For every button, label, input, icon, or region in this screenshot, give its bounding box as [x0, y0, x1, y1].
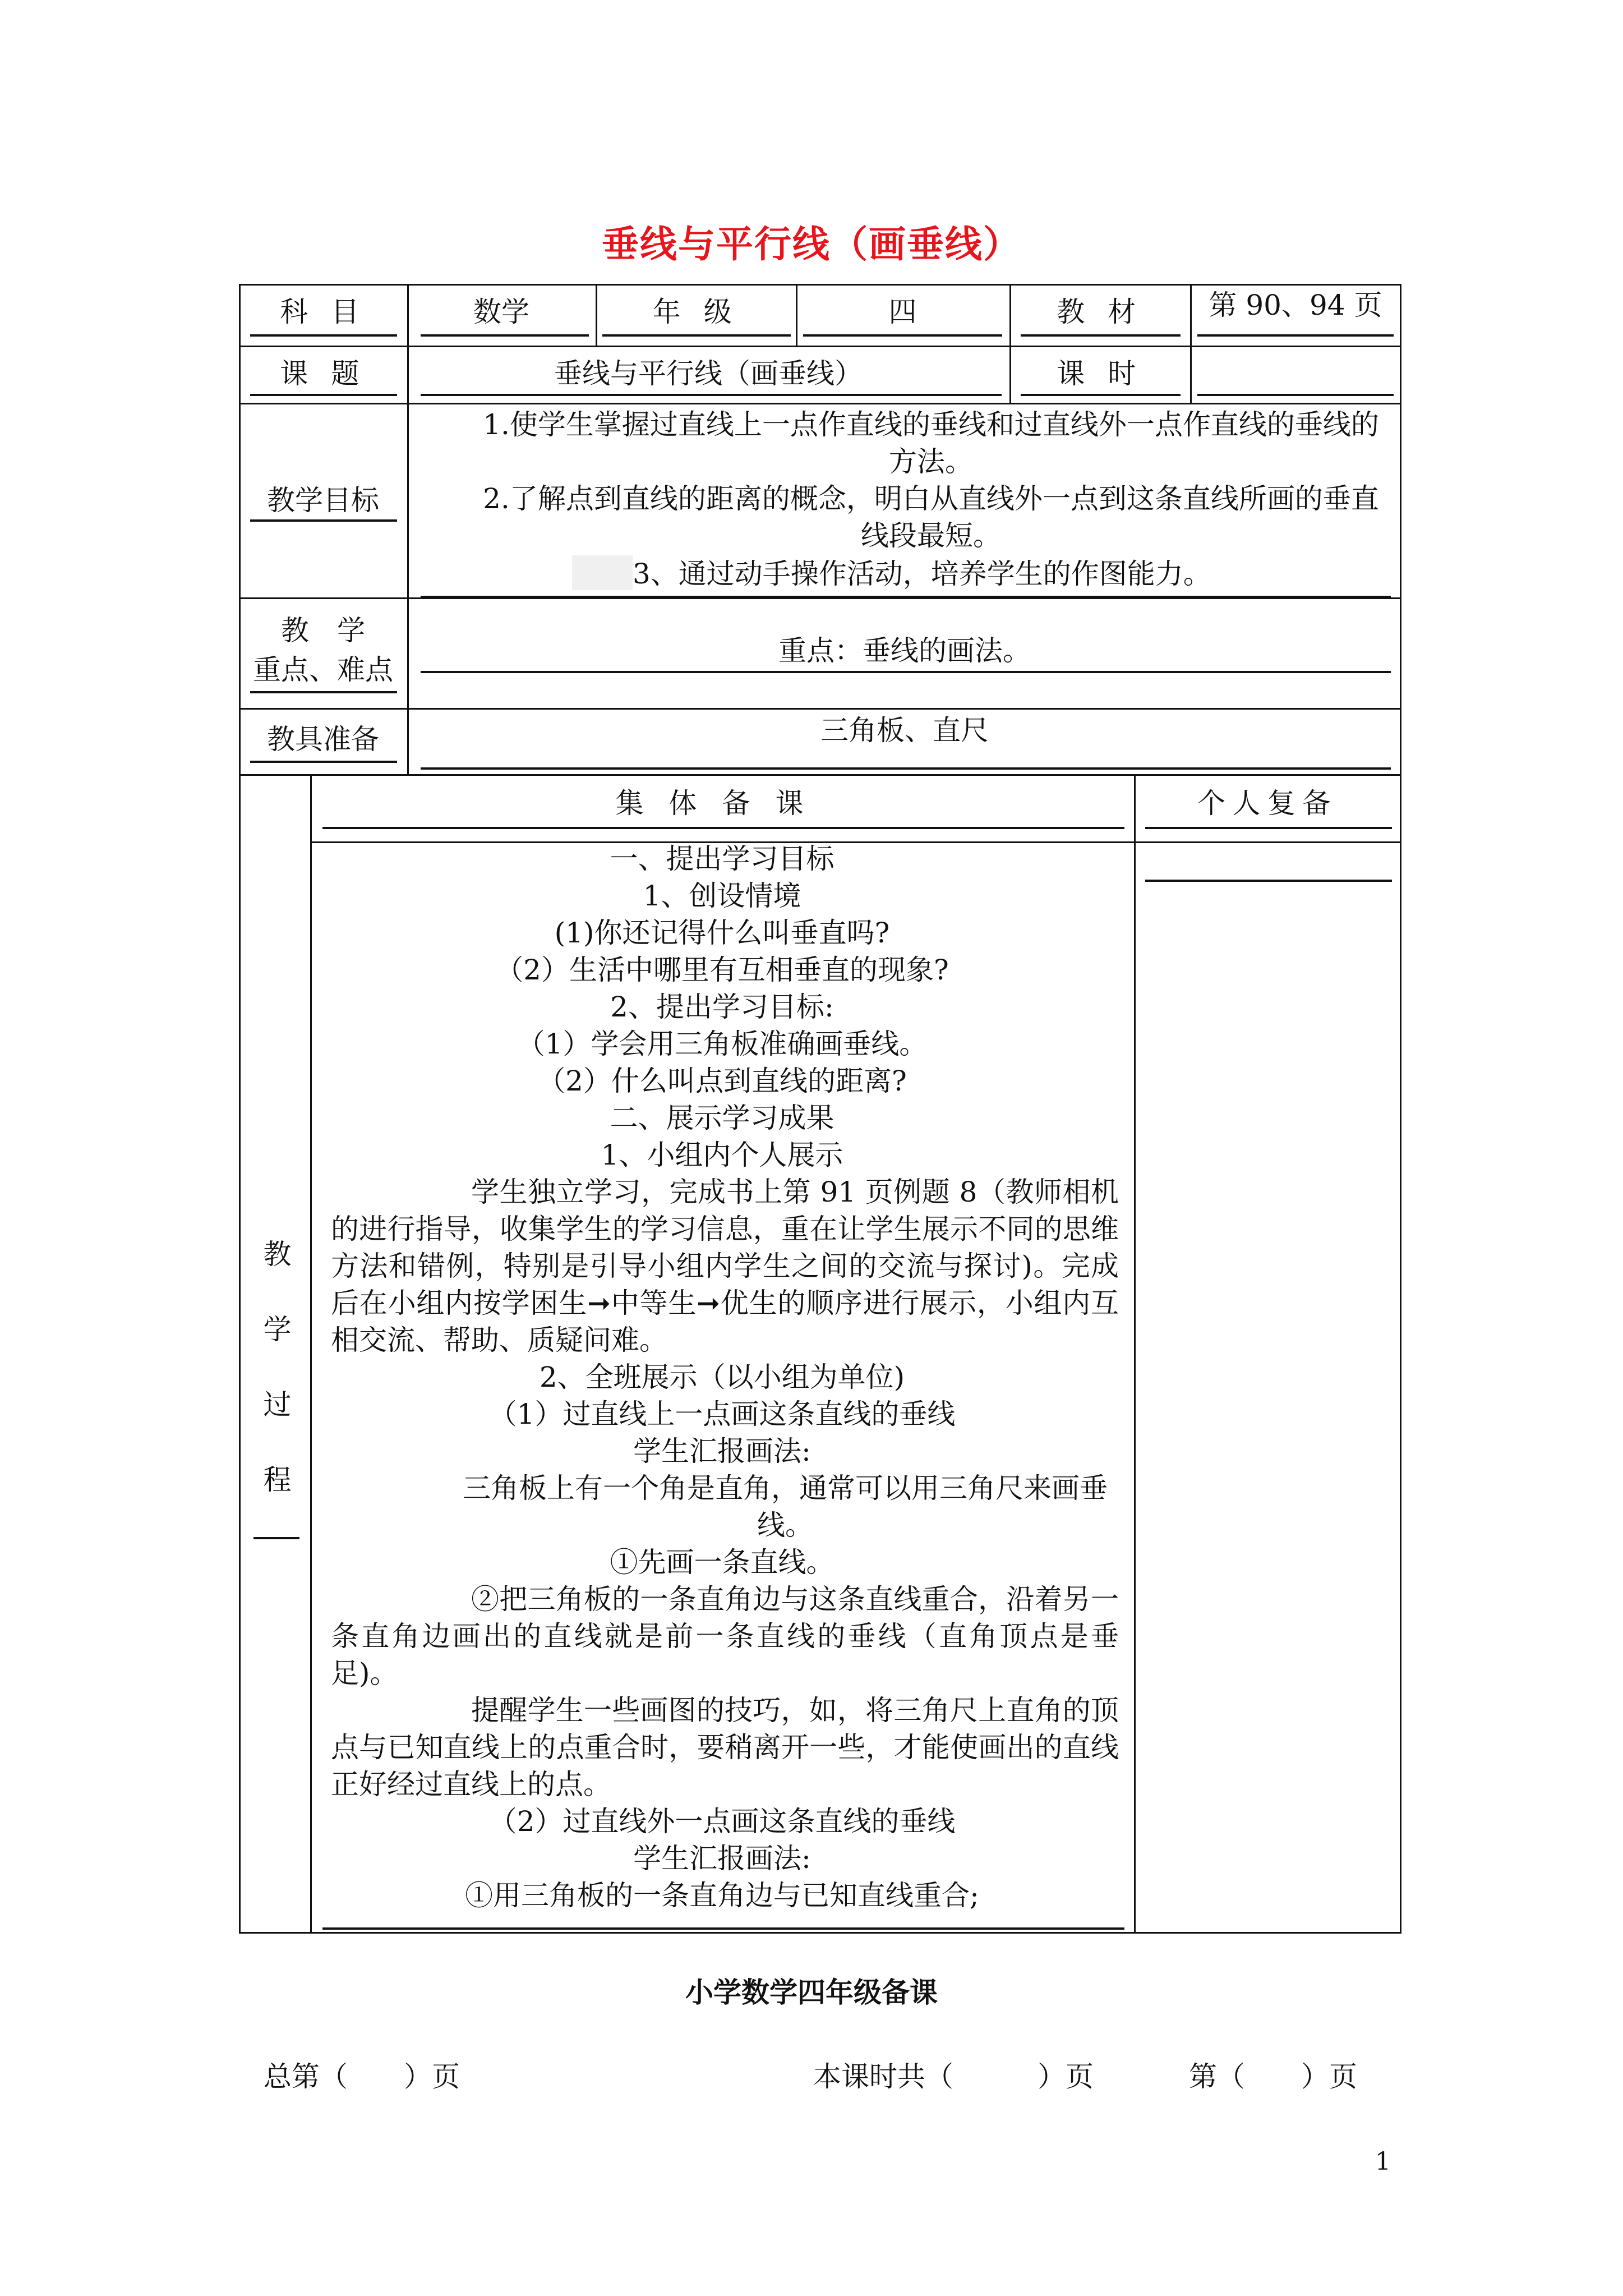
personal-header: 个人复备 [1197, 787, 1338, 820]
underline [1145, 827, 1392, 829]
underline [1021, 334, 1181, 337]
process-line: (1)你还记得什么叫垂直吗? [554, 917, 890, 949]
table-border-bottom [239, 1932, 1401, 1934]
table-border-top [239, 284, 1401, 286]
underline [602, 334, 791, 337]
grade-value: 四 [888, 296, 917, 328]
process-line: （1）学会用三角板准确画垂线。 [517, 1028, 928, 1060]
process-paragraph: 学生独立学习，完成书上第 91 页例题 8（教师相机的进行指导，收集学生的学习信息，重在让学生展示不同的思维方法和错例，特别是引导小组内学生之间的交流与探讨)。完成后在小组内按学困生➞中等生➞优生的顺序进行展示，小组内互相交流、帮助、质疑问难。 [331, 1176, 1119, 1356]
footer-total-page: 总第（ ）页 [264, 2060, 460, 2093]
underline [253, 1537, 299, 1539]
shading [572, 555, 633, 590]
collective-header: 集体备课 [615, 787, 829, 820]
col-divider [407, 284, 409, 774]
col-divider [310, 774, 312, 1933]
process-paragraph: ②把三角板的一条直角边与这条直线重合，沿着另一条直角边画出的直线就是前一条直线的垂线（直角顶点是垂足)。 [331, 1583, 1119, 1690]
footer-title: 小学数学四年级备课 [685, 1976, 938, 2009]
topic-label: 课 题 [280, 357, 366, 390]
process-label-char: 过 [263, 1388, 292, 1421]
process-line: （1）过直线上一点画这条直线的垂线 [488, 1398, 956, 1430]
underline [1145, 880, 1392, 882]
process-line: （2）生活中哪里有互相垂直的现象? [495, 954, 949, 986]
process-line: 学生汇报画法: [633, 1842, 811, 1875]
subject-value: 数学 [473, 296, 529, 328]
footer-page-of: 第（ ）页 [1189, 2060, 1357, 2093]
underline [322, 827, 1124, 829]
underline [1021, 394, 1181, 396]
grade-label: 年 级 [652, 296, 739, 328]
col-divider [1190, 284, 1192, 404]
materials-value: 三角板、直尺 [820, 714, 989, 747]
underline [250, 334, 397, 337]
col-divider [796, 284, 797, 347]
underline [322, 1927, 1124, 1930]
process-line: 2、提出学习目标: [610, 991, 834, 1023]
subject-label: 科 目 [280, 296, 366, 328]
underline [421, 334, 589, 337]
process-line: （2）什么叫点到直线的距离? [537, 1065, 907, 1097]
keypoints-label: 重点、难点 [253, 654, 393, 686]
underline [250, 761, 397, 763]
page-title: 垂线与平行线（画垂线） [602, 223, 1021, 266]
underline [250, 394, 397, 396]
underline [421, 671, 1391, 673]
process-line: 1、创设情境 [643, 880, 801, 912]
hours-label: 课 时 [1057, 357, 1143, 390]
col-divider [1009, 284, 1011, 404]
underline [421, 394, 1002, 396]
table-border-right [1400, 284, 1401, 1934]
col-divider [596, 284, 597, 347]
underline [1197, 334, 1394, 337]
materials-label: 教具准备 [267, 723, 379, 756]
process-label-char: 教 [263, 1238, 292, 1271]
process-line: ①用三角板的一条直角边与已知直线重合; [465, 1879, 979, 1912]
goals-label: 教学目标 [267, 484, 379, 517]
row-divider [239, 708, 1401, 710]
keypoints-value: 重点：垂线的画法。 [778, 634, 1031, 667]
goal-item: 1.使学生掌握过直线上一点作直线的垂线和过直线外一点作直线的垂线的方法。 [483, 408, 1379, 478]
goal-item: 3、通过动手操作活动，培养学生的作图能力。 [633, 558, 1211, 590]
keypoints-label: 教 学 [281, 614, 365, 647]
process-paragraph: 提醒学生一些画图的技巧，如，将三角尺上直角的顶点与已知直线上的点重合时，要稍离开一些，才能使画出的直线正好经过直线上的点。 [331, 1694, 1119, 1801]
col-divider [1134, 774, 1136, 1933]
page-number: 1 [1375, 2147, 1391, 2176]
process-line: 2、全班展示（以小组为单位) [539, 1361, 905, 1393]
textbook-value: 第 90、94 页 [1209, 289, 1382, 321]
process-line: 学生汇报画法: [633, 1435, 811, 1467]
textbook-label: 教 材 [1057, 296, 1143, 328]
table-border-left [239, 284, 241, 1934]
underline [250, 519, 397, 522]
topic-value: 垂线与平行线（画垂线） [554, 357, 863, 390]
process-line: 1、小组内个人展示 [601, 1139, 843, 1171]
footer-lesson-pages: 本课时共（ ）页 [813, 2060, 1094, 2093]
process-line: （2）过直线外一点画这条直线的垂线 [488, 1805, 956, 1838]
process-line: 三角板上有一个角是直角，通常可以用三角尺来画垂线。 [463, 1472, 1108, 1542]
process-label-char: 学 [263, 1313, 292, 1346]
underline [421, 767, 1391, 770]
underline [803, 334, 1002, 337]
process-label-char: 程 [263, 1464, 292, 1496]
process-line: ①先画一条直线。 [610, 1546, 834, 1579]
underline [421, 596, 1391, 598]
process-line: 一、提出学习目标 [610, 843, 834, 875]
goal-item: 2.了解点到直线的距离的概念，明白从直线外一点到这条直线所画的垂直线段最短。 [483, 482, 1379, 552]
underline [1197, 394, 1394, 396]
row-divider [239, 774, 1401, 776]
row-divider [239, 346, 1401, 347]
process-line: 二、展示学习成果 [610, 1102, 834, 1134]
underline [250, 691, 397, 693]
row-divider [239, 403, 1401, 404]
